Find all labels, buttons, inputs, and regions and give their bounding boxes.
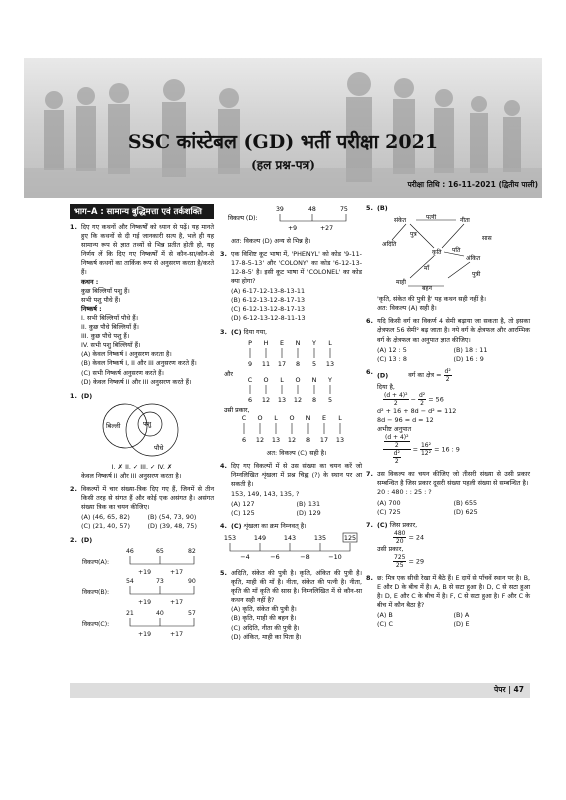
- svg-text:E: E: [279, 339, 285, 348]
- svg-text:O: O: [289, 414, 295, 423]
- svg-text:6: 6: [247, 396, 253, 405]
- svg-text:12: 12: [261, 396, 271, 405]
- answer-7: 7. (C) जिस प्रकार, $\frac{480}{20} = 24$ उसी प्रकार, $\frac{725}{25} = 29$: [366, 520, 425, 569]
- svg-text:12: 12: [287, 436, 297, 445]
- question-3: 3. एक विशिष्ट कूट भाषा में, 'PHENYL' को कोड '9-11-17-8-5-13' और 'COLONY' का कोड '6-12-13-12-8-5' है। इसी कूट भाषा में 'COLONEL' का कोड क्या होगा? (A) 6-17-12-13-8-13-11 (B) 6-12-13-12-8-17-13 (C) 6-12-13-12-8-17-13 (D) 6-12-13-12-8-11-13: [220, 250, 362, 322]
- answer-4: 4. (C) शृंखला का क्रम निम्नवत् है।: [220, 521, 307, 530]
- svg-text:L: L: [274, 414, 278, 423]
- answer-2: 2. (D): [70, 535, 93, 544]
- svg-text:46: 46: [126, 547, 134, 555]
- svg-text:Y: Y: [328, 376, 332, 385]
- answer-5: 5. (B): [366, 204, 388, 212]
- svg-text:−4: −4: [240, 552, 250, 561]
- svg-text:बहन: बहन: [422, 285, 432, 293]
- option: (C) सभी निष्कर्ष अनुसरण करते हैं।: [81, 368, 164, 377]
- svg-text:L: L: [338, 414, 342, 423]
- svg-text:+17: +17: [170, 598, 184, 606]
- question-8: 8. छ: मित्र एक सीधी रेखा में बैठे हैं। E दायें से पाँचवें स्थान पर है। B, E और D के बीच में है। A, B से सटा हुआ है। D, C से सटा हुआ है। D, E और C के बीच में है। F, C से सटा हुआ है। F और C के बीच में कौन बैठा है?: [366, 573, 530, 610]
- question-1: 1. दिए गए कथनों और निष्कर्षों को ध्यान से पढ़ें। यह मानते हुए कि कथनों से दी गई जानकारी सत्य है, भले ही यह सामान्य रूप से ज्ञात तथ्यों से भिन्न प्रतीत होती हो, यह निर्णय लें कि दिए गए निष्कर्षों में से कौन-सा/कौन-से निष्कर्ष कथनों का तार्किक रूप से अनुसरण करता है/करते हैं। कथन : कुछ बिल्लियाँ पशु हैं। सभी पशु पौधे हैं। निष्कर्ष : I. सभी बिल्लियाँ पौधे हैं। II. कुछ पौधे बिल्लियाँ हैं। III. कुछ पौधे पशु हैं। IV. सभी पशु बिल्लियाँ हैं। (A) केवल निष्कर्ष I अनुसरण करता है। (B) केवल निष्कर्ष I, II और III अनुसरण करते हैं। (C) सभी निष्कर्ष अनुसरण करते हैं। (D) केवल निष्कर्ष II और III अनुसरण करते हैं।: [70, 223, 214, 386]
- svg-text:54: 54: [126, 577, 134, 585]
- svg-text:पति: पति: [452, 247, 461, 255]
- svg-text:+27: +27: [320, 225, 334, 232]
- svg-text:अदिति: अदिति: [382, 241, 397, 249]
- svg-text:5: 5: [327, 396, 333, 405]
- svg-text:8: 8: [311, 396, 317, 405]
- svg-text:L: L: [280, 376, 284, 385]
- svg-text:13: 13: [271, 436, 281, 445]
- svg-text:C: C: [241, 414, 247, 423]
- svg-text:12: 12: [255, 436, 265, 445]
- svg-text:N: N: [295, 339, 301, 348]
- code-mapping-diagram: [220, 338, 362, 446]
- column-1: भाग–A : सामान्य बुद्धिमत्ता एवं तर्कशक्ति 1. दिए गए कथनों और निष्कर्षों को ध्यान से पढ़ें। यह मानते हुए कि कथनों से दी गई जानकारी सत्य है, भले ही यह सामान्य रूप से ज्ञात तथ्यों से भिन्न प्रतीत होती हो, यह निर्णय लें कि दिए गए निष्कर्षों में से कौन-सा/कौन-से निष्कर्ष कथनों का तार्किक रूप से अनुसरण करता है/करते हैं। कथन : कुछ बिल्लियाँ पशु हैं। सभी पशु पौधे हैं। निष्कर्ष : I. सभी बिल्लियाँ पौधे हैं। II. कुछ पौधे बिल्लियाँ हैं। III. कुछ पौधे पशु हैं। IV. सभी पशु बिल्लियाँ हैं। (A) केवल निष्कर्ष I अनुसरण करता है। (B) केवल निष्कर्ष I, II और III अनुसरण करते हैं। (C) सभी निष्कर्ष अनुसरण करते हैं। (D) केवल निष्कर्ष II और III अनुसरण करते हैं। 1. (D) बिल्ली पशु पौधे I. ✗ II. ✓ III. ✓ IV. ✗ केवल निष्कर्ष II और III अनुसरण करता है। 2. विकल्पों में चार संख्या-त्रिक दिए गए हैं, जिनमें से तीन किसी तरह से संगत हैं और कोई एक असंगत है। असंगत संख्या त्रिक का चयन कीजिए। (A) (46, 65, 82) (B) (54, 73, 90) (C) (21, 40, 57) (D) (39, 48, 75) 2. (D) विकल्प(A): 46 65 82 +19 +17 विकल्प(B): 54 73 90 +19 +17 विकल्प(C): 21 40 57 +19 +17: [70, 204, 214, 645]
- svg-text:और: और: [224, 371, 233, 379]
- svg-text:विकल्प(A):: विकल्प(A):: [82, 558, 110, 566]
- svg-text:C: C: [247, 376, 253, 385]
- option: (A) केवल निष्कर्ष I अनुसरण करता है।: [81, 350, 172, 359]
- header-banner: [24, 58, 542, 198]
- svg-text:विकल्प (D):: विकल्प (D):: [228, 215, 258, 222]
- svg-text:−8: −8: [300, 552, 310, 561]
- svg-text:40: 40: [156, 609, 164, 617]
- svg-text:P: P: [248, 339, 252, 348]
- answer-1: 1. (D): [70, 391, 93, 400]
- column-3: 5. (B) संकेत पत्नी नीता पुत्र सास अदिति कृति अंकित पति माँ पुत्री माही बहन 'कृति, संकेत की पुत्री है' यह कथन सही नहीं है। अत: विकल्प (A) सही है। 6. यदि किसी वर्ग का विकर्ण 4 सेमी बढ़ाया जा सकता है, तो इसका क्षेत्रफल 56 सेमी² बढ़ जाता है। नये वर्ग के क्षेत्रफल और आरम्भिक वर्ग के क्षेत्रफल का अनुपात ज्ञात कीजिए। (A) 12 : 5 (B) 18 : 11 (C) 13 : 8 (D) 16 : 9 6. (D) वर्ग का क्षेत्र = $\frac{\text{d²}}{2}$ दिया है, $\frac{\text{(d + 4)²}}{2}$ − $\frac{\text{d²}}{2} = 56$ d² + 16 + 8d − d² = 112 8d − 96 = d = 12 अभीष्ट अनुपात $\frac{\frac{\text{(d + 4)²}}{2}}{\frac{\text{d²}}{2}}$ = $\frac{\text{16²}}{\text{12²}} = 16$ : 9 7. उस विकल्प का चयन कीजिए जो तीसरी संख्या से उसी प्रकार सम्बन्धित है जिस प्रकार दूसरी संख्या पहली संख्या से सम्बन्धित है। 20 : 480 : : 25 : ? (A) 700 (B) 655 (C) 725 (D) 625 7. (C) जिस प्रकार, $\frac{480}{20} = 24$ उसी प्रकार, $\frac{725}{25} = 29$ 8. छ: मित्र एक सीधी रेखा में बैठे हैं। E दायें से पाँचवें स्थान पर है। B, E और D के बीच में है। A, B से सटा हुआ है। D, C से सटा हुआ है। D, E और C के बीच में है। F, C से सटा हुआ है। F और C के बीच में कौन बैठा है? (A) B (B) A (C) C (D) E: [366, 204, 530, 629]
- svg-text:माही: माही: [396, 279, 406, 287]
- question-7: 7. उस विकल्प का चयन कीजिए जो तीसरी संख्या से उसी प्रकार सम्बन्धित है जिस प्रकार दूसरी संख्या पहली संख्या से सम्बन्धित है। 20 : 480 : : 25 : ?: [366, 470, 530, 497]
- svg-text:75: 75: [340, 206, 348, 213]
- svg-text:−6: −6: [270, 552, 280, 561]
- svg-text:पुत्री: पुत्री: [472, 271, 481, 279]
- page-subtitle: (हल प्रश्न-पत्र): [251, 158, 315, 172]
- svg-text:153: 153: [223, 533, 237, 542]
- question-2: 2. विकल्पों में चार संख्या-त्रिक दिए गए हैं, जिनमें से तीन किसी तरह से संगत हैं और कोई एक असंगत है। असंगत संख्या त्रिक का चयन कीजिए।: [70, 485, 214, 512]
- svg-text:Y: Y: [312, 339, 316, 348]
- svg-text:विकल्प(C):: विकल्प(C):: [82, 620, 110, 628]
- svg-text:अंकित: अंकित: [466, 255, 481, 263]
- svg-text:135: 135: [313, 533, 327, 542]
- svg-text:O: O: [295, 376, 301, 385]
- svg-text:65: 65: [156, 547, 164, 555]
- svg-text:O: O: [263, 376, 269, 385]
- svg-text:+17: +17: [170, 568, 184, 576]
- question-5: 5. अदिति, संकेत की पुत्री है। कृति, अंकित की पुत्री है। कृति, माही की माँ है। नीता, संकेत की पत्नी है। नीता, कृति की माँ कृति की सास है। निम्नलिखित में से कौन-सा कथन सही नहीं है? (A) कृति, संकेत की पुत्री है। (B) कृति, माही की बहन है। (C) अदिति, नीता की पुत्री है। (D) अंकित, माही का पिता है।: [220, 568, 362, 641]
- question-6: 6. यदि किसी वर्ग का विकर्ण 4 सेमी बढ़ाया जा सकता है, तो इसका क्षेत्रफल 56 सेमी² बढ़ जाता है। नये वर्ग के क्षेत्रफल और आरम्भिक वर्ग के क्षेत्रफल का अनुपात ज्ञात कीजिए।: [366, 317, 530, 344]
- svg-text:L: L: [328, 339, 332, 348]
- svg-text:5: 5: [311, 360, 317, 369]
- svg-text:8: 8: [305, 436, 311, 445]
- venn-label-cat: बिल्ली: [106, 421, 121, 430]
- svg-text:O: O: [257, 414, 263, 423]
- svg-text:N: N: [305, 414, 311, 423]
- svg-text:149: 149: [253, 533, 267, 542]
- svg-text:73: 73: [156, 577, 164, 585]
- svg-text:8: 8: [295, 360, 301, 369]
- page-footer: [70, 683, 530, 698]
- svg-text:11: 11: [261, 360, 271, 369]
- svg-text:+9: +9: [288, 225, 298, 232]
- question-4: 4. दिए गए विकल्पों में से उस संख्या का चयन करें जो निम्नलिखित शृंखला में प्रश्न चिह्न (?) के स्थान पर आ सकती है। 153, 149, 143, 135, ?: [220, 462, 362, 498]
- svg-text:48: 48: [308, 206, 316, 213]
- svg-text:13: 13: [277, 396, 287, 405]
- svg-text:9: 9: [247, 360, 253, 369]
- svg-text:6: 6: [241, 436, 247, 445]
- svg-text:E: E: [321, 414, 327, 423]
- svg-text:N: N: [311, 376, 317, 385]
- svg-text:90: 90: [188, 577, 196, 585]
- option-d-diagram: [220, 204, 362, 234]
- svg-text:125: 125: [343, 533, 357, 542]
- svg-text:+17: +17: [170, 630, 184, 638]
- svg-text:21: 21: [126, 609, 134, 617]
- answer-2-diagram: [70, 546, 214, 642]
- series-diagram: [220, 532, 362, 562]
- svg-text:17: 17: [319, 436, 329, 445]
- svg-text:143: 143: [283, 533, 297, 542]
- svg-text:+19: +19: [138, 568, 152, 576]
- svg-text:विकल्प(B):: विकल्प(B):: [82, 588, 110, 596]
- venn-label-animal: पशु: [143, 419, 152, 428]
- section-heading: भाग–A : सामान्य बुद्धिमत्ता एवं तर्कशक्ति: [70, 204, 214, 219]
- svg-text:H: H: [263, 339, 269, 348]
- page-title: SSC कांस्टेबल (GD) भर्ती परीक्षा 2021: [127, 131, 439, 153]
- svg-text:−10: −10: [328, 552, 342, 561]
- conclusion-marks: I. ✗ II. ✓ III. ✓ IV. ✗: [111, 462, 173, 471]
- svg-text:नीता: नीता: [460, 217, 470, 225]
- options-2: (A) (46, 65, 82) (B) (54, 73, 90) (C) (21, 40, 57) (D) (39, 48, 75): [81, 513, 197, 531]
- svg-text:+19: +19: [138, 630, 152, 638]
- venn-label-plant: पौधे: [154, 443, 164, 452]
- option: (B) केवल निष्कर्ष I, II और III अनुसरण करते हैं।: [81, 359, 197, 368]
- exam-date: परीक्षा तिथि : 16-11-2021 (द्वितीय पाली): [407, 180, 538, 189]
- venn-diagram: [70, 402, 214, 460]
- family-tree-diagram: [366, 214, 530, 292]
- svg-text:उसी प्रकार,: उसी प्रकार,: [224, 407, 250, 415]
- svg-text:माँ: माँ: [424, 265, 430, 273]
- svg-text:पुत्र: पुत्र: [410, 231, 417, 239]
- svg-text:13: 13: [335, 436, 345, 445]
- answer-6: 6. (D) वर्ग का क्षेत्र = $\frac{\text{d²}}{2}$ दिया है, $\frac{\text{(d + 4)²}}{2}$ − $\frac{\text{d²}}{2} = 56$ d² + 16 + 8d − d² = 112 8d − 96 = d = 12 अभीष्ट अनुपात $\frac{\frac{\text{(d + 4)²}}{2}}{\frac{\text{d²}}{2}}$ = $\frac{\text{16²}}{\text{12²}} = 16$ : 9: [366, 367, 460, 466]
- svg-text:पत्नी: पत्नी: [426, 214, 437, 222]
- svg-text:सास: सास: [482, 235, 492, 243]
- column-2: विकल्प (D): 39 48 75 +9 +27 अत: विकल्प (D) अन्य से भिन्न है। 3. एक विशिष्ट कूट भाषा में, 'PHENYL' को कोड '9-11-17-8-5-13' और 'COLONY' का कोड '6-12-13-12-8-5' है। इसी कूट भाषा में 'COLONEL' का कोड क्या होगा? (A) 6-17-12-13-8-13-11 (B) 6-12-13-12-8-17-13 (C) 6-12-13-12-8-17-13 (D) 6-12-13-12-8-11-13 3. (C) दिया गया, P H E N Y L 9 11 17 8 5 13 C O L O N Y 6 12 13 12 8 5 C O L O N E L 6 12 13 12 8 17 13 और उसी प्रकार, अत: विकल्प (C) सही है। 4. दिए गए विकल्पों में से उस संख्या का चयन करें जो निम्नलिखित शृंखला में प्रश्न चिह्न (?) के स्थान पर आ सकती है। 153, 149, 143, 135, ? (A) 127 (B) 131 (C) 125 (D) 129 4. (C) शृंखला का क्रम निम्नवत् है। 153 149 143 135 125 −4 −6 −8 −10 5. अदिति, संकेत की पुत्री है। कृति, अंकित की पुत्री है। कृति, माही की माँ है। नीता, संकेत की पत्नी है। नीता, कृति की माँ कृति की सास है। निम्नलिखित में से कौन-सा कथन सही नहीं है? (A) कृति, संकेत की पुत्री है। (B) कृति, माही की बहन है। (C) अदिति, नीता की पुत्री है। (D) अंकित, माही का पिता है।: [220, 206, 362, 641]
- answer-3: 3. (C) दिया गया,: [220, 327, 268, 336]
- svg-text:57: 57: [188, 609, 196, 617]
- svg-text:+19: +19: [138, 598, 152, 606]
- page-number: पेपर | 47: [494, 685, 524, 694]
- svg-text:39: 39: [276, 206, 284, 213]
- option: (D) केवल निष्कर्ष II और III अनुसरण करते हैं।: [81, 377, 192, 386]
- svg-text:12: 12: [293, 396, 303, 405]
- svg-text:82: 82: [188, 547, 196, 555]
- svg-text:कृति: कृति: [432, 249, 442, 257]
- svg-text:13: 13: [325, 360, 335, 369]
- svg-text:17: 17: [277, 360, 287, 369]
- svg-text:संकेत: संकेत: [394, 217, 407, 225]
